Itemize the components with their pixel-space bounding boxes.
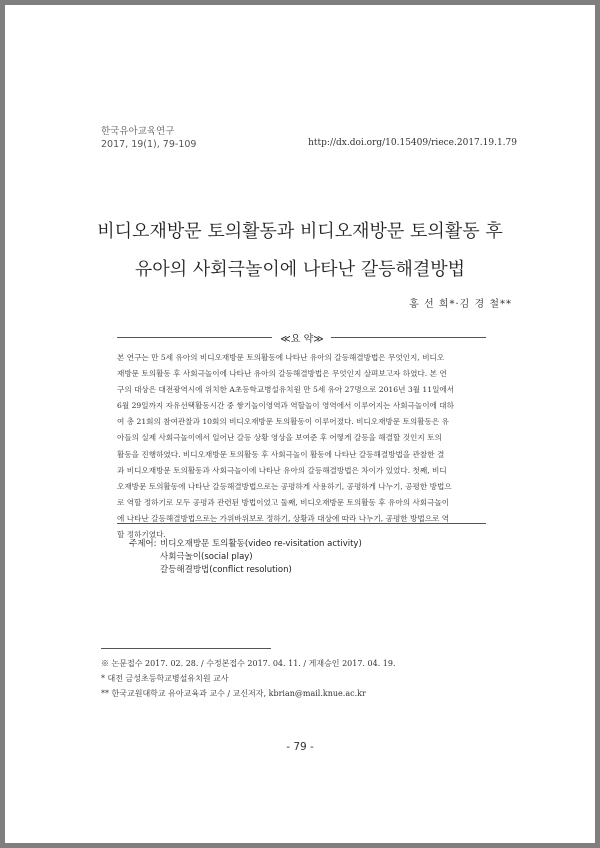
abstract-rule-right	[331, 337, 486, 338]
abstract-line: 여 총 21회의 참여관찰과 10회의 비디오재방문 토의활동이 이루어졌다. 비디오재방문 토의활동은 유	[117, 417, 449, 427]
journal-name: 한국유아교육연구	[101, 126, 175, 137]
keyword-item: 사회극놀이(social play)	[160, 552, 253, 562]
footnote-dates: ※ 논문접수 2017. 02. 28. / 수정본접수 2017. 04. 11. / 게재승인 2017. 04. 19.	[101, 659, 396, 668]
abstract-line: 구의 대상은 대전광역시에 위치한 A초등학교병설유치원 만 5세 유아 27명으로 2016년 3월 11일에서	[117, 385, 455, 395]
footnote-author-1: * 대전 금성초등학교병설유치원 교사	[101, 674, 229, 683]
footnote-rule	[101, 648, 271, 649]
abstract-line: 오재방문 토의활동에 나타난 갈등해결방법으로는 공평하게 사용하기, 공평하게 나누기, 공평한 방법으	[117, 481, 452, 491]
keywords	[129, 538, 362, 577]
footnotes	[101, 656, 396, 701]
doi-link[interactable]: http://dx.doi.org/10.15409/riece.2017.19.1.79	[308, 138, 517, 148]
keywords-label: 주제어:	[129, 539, 157, 549]
abstract-line: 본 연구는 만 5세 유아의 비디오재방문 토의활동에 나타난 유아의 갈등해결방법은 무엇인지, 비디오	[117, 353, 445, 362]
abstract-body	[117, 350, 486, 543]
page-number: - 79 -	[286, 741, 314, 753]
abstract-line: 에 나타난 갈등해결방법으로는 가위바위보로 정하기, 상황과 대상에 따라 나누기, 공평한 방법으로 역	[117, 513, 450, 523]
abstract-line: 재방문 토의활동 후 사회극놀이에 나타난 유아의 갈등해결방법은 무엇인지 살펴보고자 하였다. 본 연	[117, 369, 447, 379]
abstract-rule-bottom	[117, 523, 486, 524]
title-line-2: 유아의 사회극놀이에 나타난 갈등해결방법	[134, 259, 466, 280]
keyword-item: 갈등해결방법(conflict resolution)	[160, 565, 292, 575]
abstract-line: 활동을 진행하였다. 비디오재방문 토의활동 후 사회극놀이 활동에 나타난 갈등해결방법을 관찰한 결	[117, 449, 445, 459]
journal-info	[101, 125, 196, 151]
abstract-line: 6월 29일까지 자유선택활동시간 중 쌓기놀이영역과 역할놀이 영역에서 이루어지는 사회극놀이에 대하	[117, 401, 454, 411]
abstract-line: 아들의 실제 사회극놀이에서 일어난 갈등 상황 영상을 보여준 후 어떻게 갈등을 해결할 것인지 토의	[117, 433, 442, 443]
abstract-heading: ≪요 약≫	[280, 334, 324, 345]
paper-title	[5, 213, 595, 289]
journal-volume: 2017, 19(1), 79-109	[101, 139, 197, 150]
abstract-line: 할 정하기였다.	[117, 530, 166, 540]
paper-page	[5, 5, 595, 843]
title-line-1: 비디오재방문 토의활동과 비디오재방문 토의활동 후	[97, 221, 503, 242]
abstract-line: 과 비디오재방문 토의활동과 사회극놀이에 나타난 유아의 갈등해결방법은 차이가 있었다. 첫째, 비디	[117, 465, 447, 475]
keyword-item: 비디오재방문 토의활동(video re-visitation activity)	[160, 539, 362, 549]
authors: 홍 선 희*·김 경 철**	[409, 299, 512, 310]
abstract-rule-left	[117, 337, 272, 338]
abstract-line: 로 역할 정하기로 모두 공평과 관련된 방법이었고 둘째, 비디오재방문 토의활동 후 유아의 사회극놀이	[117, 497, 450, 507]
footnote-author-2: ** 한국교원대학교 유아교육과 교수 / 교신저자, kbrian@mail.knue.ac.kr	[101, 689, 366, 698]
